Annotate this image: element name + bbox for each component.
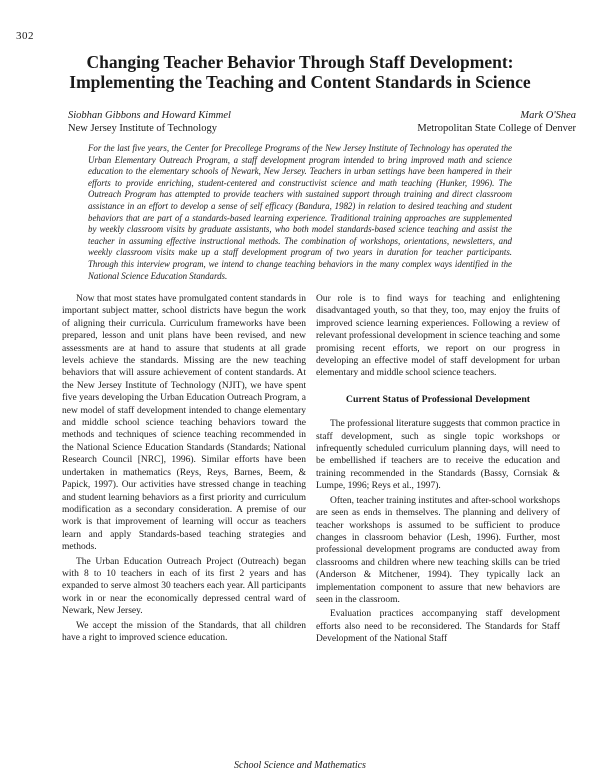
author-left <box>68 110 231 135</box>
body-paragraph: We accept the mission of the Standards, that all children have a right to improved science education. <box>62 620 306 643</box>
section-heading: Current Status of Professional Development <box>345 393 531 405</box>
body-paragraph: Evaluation practices accompanying staff development efforts also need to be reconsidered. The Standards for Staff Development of the National Staff <box>316 609 560 645</box>
left-column <box>62 293 306 646</box>
author-left-affiliation: New Jersey Institute of Technology <box>68 122 217 134</box>
body-paragraph: The professional literature suggests that common practice in staff development, such as single topic workshops or infrequently scheduled curriculum planning days, will need to be embellished if teachers are to receive the education and training recommended in the Standards (Bassy, Cornsiak & Lumpe, 1996; Reys et al., 1997). <box>316 419 560 492</box>
page-number: 302 <box>16 30 34 42</box>
author-right-names: Mark O'Shea <box>520 110 576 121</box>
title-line-2: Implementing the Teaching and Content Standards in Science <box>69 72 531 92</box>
title-line-1: Changing Teacher Behavior Through Staff Development: <box>86 52 514 72</box>
right-column <box>316 293 560 648</box>
author-right-affiliation: Metropolitan State College of Denver <box>417 122 576 134</box>
body-paragraph: Often, teacher training institutes and after-school workshops are seen as ends in themselves. The planning and delivery of teacher workshops is assumed to be sufficient to produce changes in classroom behavior (Lesh, 1996). Further, most professional development programs are conducted away from classrooms and children where new teaching skills can be tried (Anderson & Mitchener, 1994). They typically lack an implementation component to assure that new behaviors are seen in the classroom. <box>316 495 560 605</box>
body-paragraph: Now that most states have promulgated content standards in important subject matter, school districts have begun the work of aligning their curricula. Curriculum frameworks have been prepared, lesson and unit plans have been revised, and new assessments are at hand to assure that students at all grade levels achieve the standards. Missing are the new teaching behaviors that will assure achievement of content standards. At the New Jersey Institute of Technology (NJIT), we have spent five years developing the Urban Education Outreach Program, a new model of staff development intended to change elementary and middle school science teaching behaviors toward the methods and techniques of science teaching recommended in the National Science Education Standards (Standards; National Research Council [NRC], 1996). Similar efforts have been undertaken in mathematics (Reys, Reys, Barnes, Beem, & Papick, 1997). Our activities have stressed change in teaching and student learning behaviors as a first priority and curriculum modification as a secondary consideration. A premise of our work is that improvement of learning will occur as teachers learn and apply Standards-based teaching strategies and methods. <box>62 294 307 553</box>
author-right <box>417 110 576 135</box>
journal-footer: School Science and Mathematics <box>234 760 366 771</box>
article-title <box>0 52 600 92</box>
abstract: For the last five years, the Center for Precollege Programs of the New Jersey Institute of Technology has operated the Urban Elementary Outreach Program, a staff development program intended to bring improved math and science education to the elementary schools of Newark, New Jersey. Teachers in urban settings have been hampered in their efforts to provide enriching, student-centered and constructivist science and math teaching (Hunker, 1996). The Outreach Program has attempted to provide teachers with sustained support through training and direct classroom assistance in an effort to develop a sense of self efficacy (Bandura, 1982) in relation to desired teaching and student behaviors that are part of a standards-based learning experience. Traditional training approaches are supplemented by weekly classroom visits by graduate assistants, who both model standards-based science teaching and assist the teacher in assuming effective instructional methods. The combination of workshops, orientations, newsletters, and weekly classroom visits make up a staff development program of two years in duration for teacher participants. Through this interview program, we intend to change teaching behaviors in the many complex ways identified in the National Science Education Standards. <box>88 143 512 281</box>
body-paragraph: Our role is to find ways for teaching and enlightening disadvantaged youth, so that they, too, may enjoy the fruits of improved science learning experiences. Following a review of relevant professional development in science teaching and some promising recent efforts, we report on our progress in developing an effective model of staff development for urban elementary and middle school science teachers. <box>316 294 561 379</box>
author-left-names: Siobhan Gibbons and Howard Kimmel <box>68 110 231 121</box>
body-paragraph: The Urban Education Outreach Project (Outreach) began with 8 to 10 teachers in each of its first 2 years and has expanded to serve almost 30 teachers each year. All participants work in or near the economically depressed central ward of Newark, New Jersey. <box>62 556 306 617</box>
